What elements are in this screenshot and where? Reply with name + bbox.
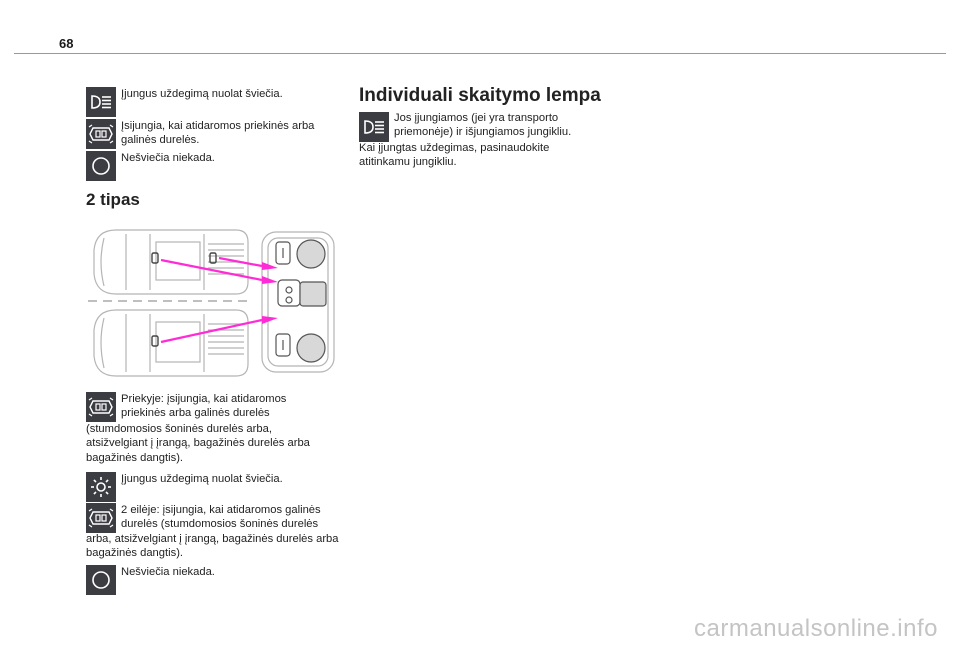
circle-off-icon: [86, 565, 116, 595]
reading-lamp-text: Jos įjungiamos (jei yra transporto priemonėje) ir išjungiamos jungikliu.: [394, 112, 572, 139]
item-never-on-2: Nešviečia niekada.: [121, 566, 215, 578]
watermark: carmanualsonline.info: [694, 615, 938, 642]
item-front-door-rest: (stumdomosios šoninės durelės arba, atsižvelgiant į įrangą, bagažinės durelės arba bagažinės dangtis).: [86, 423, 310, 464]
page-number: 68: [59, 36, 74, 51]
item-front-door: Priekyje: įsijungia, kai atidaromos priekinės arba galinės durelės: [121, 393, 287, 420]
door-open-lamp-icon: [86, 503, 116, 533]
item-second-row-rest: arba, atsižvelgiant į įrangą, bagažinės durelės arba bagažinės dangtis).: [86, 533, 339, 560]
item-door-open: Įsijungia, kai atidaromos priekinės arba galinės durelės.: [121, 120, 315, 147]
section-heading-reading-lamp: Individuali skaitymo lempa: [359, 85, 601, 106]
section-heading-type2: 2 tipas: [86, 190, 140, 209]
door-open-lamp-icon: [86, 392, 116, 422]
reading-lamp-text-rest: Kai įjungtas uždegimas, pasinaudokite atitinkamu jungikliu.: [359, 142, 550, 169]
circle-off-icon: [86, 151, 116, 181]
item-second-row: 2 eilėje: įsijungia, kai atidaromos galinės durelės (stumdomosios šoninės durelės: [121, 504, 321, 531]
header-rule: [14, 53, 946, 54]
headlight-on-icon: [359, 112, 389, 142]
door-open-lamp-icon: [86, 119, 116, 149]
item-ignition-on-2: Įjungus uždegimą nuolat šviečia.: [121, 473, 283, 485]
item-never-on: Nešviečia niekada.: [121, 152, 215, 164]
headlight-on-icon: [86, 87, 116, 117]
sun-lamp-icon: [86, 472, 116, 502]
item-ignition-on: Įjungus uždegimą nuolat šviečia.: [121, 88, 283, 100]
vehicle-lighting-illustration: [86, 224, 340, 380]
